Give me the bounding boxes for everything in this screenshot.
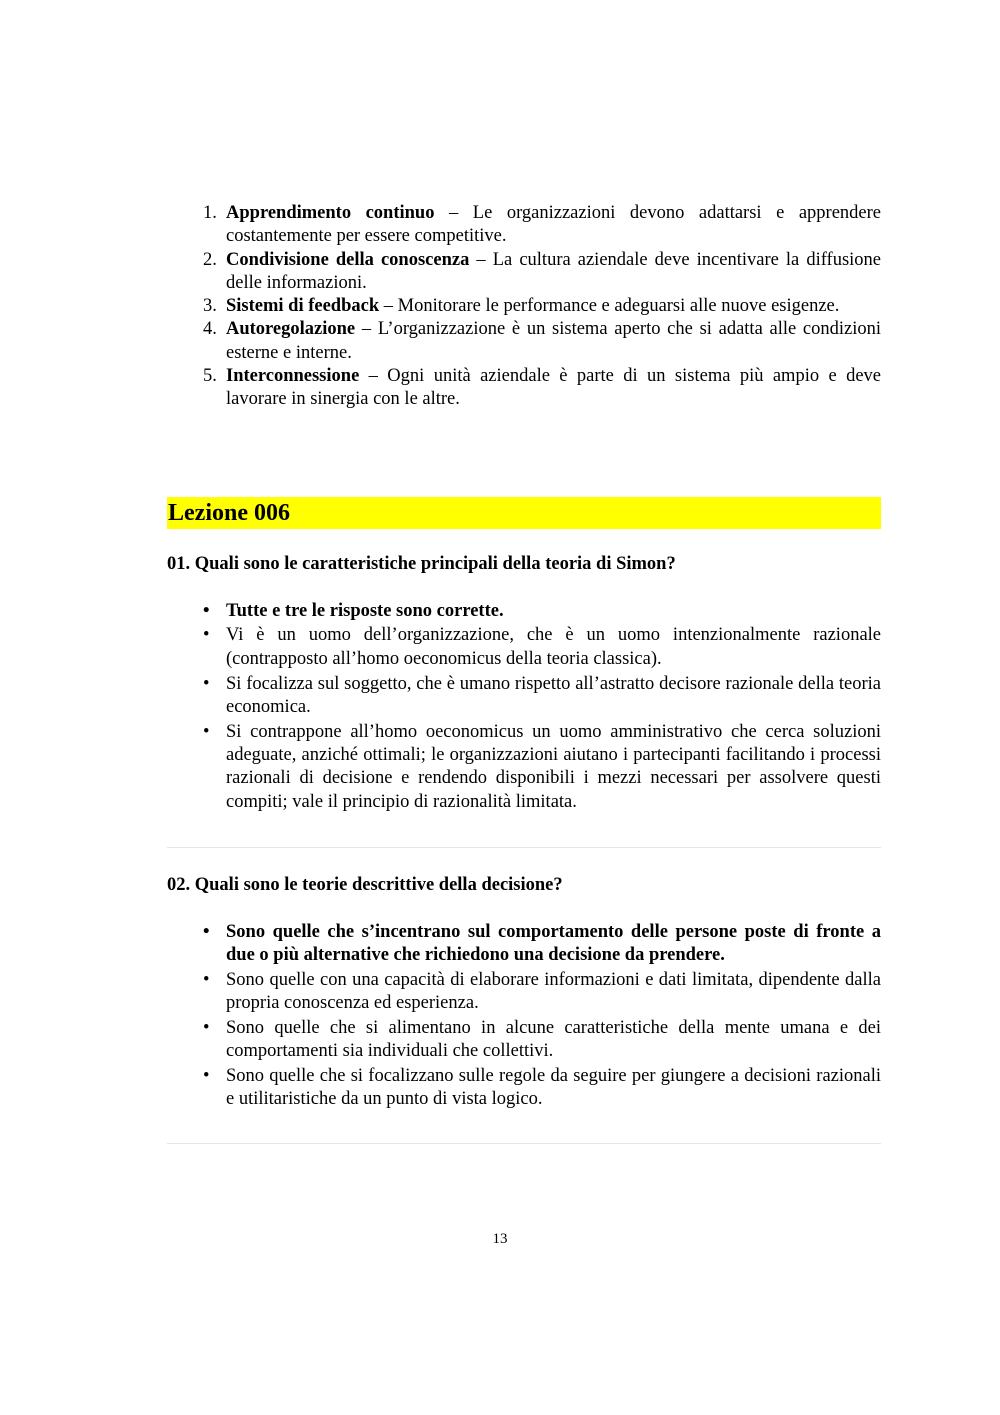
bullet-icon: • <box>203 625 210 646</box>
bullet-icon: • <box>203 921 210 942</box>
list-number: 4. <box>203 319 217 340</box>
list-term: Sistemi di feedback <box>226 296 380 317</box>
bullet-icon: • <box>203 1018 210 1039</box>
list-text: – Le organizzazioni devono adattarsi e apprendere costantemente per essere competitive. <box>226 203 881 247</box>
answer-item <box>167 624 881 671</box>
list-number: 2. <box>203 249 217 270</box>
answer-list <box>167 600 881 814</box>
question-title: 02. Quali sono le teorie descrittive della decisione? <box>167 874 563 895</box>
answer-list <box>167 921 881 1112</box>
list-term: Autoregolazione <box>226 319 356 340</box>
principles-list <box>167 202 881 412</box>
list-term: Interconnessione <box>226 366 360 387</box>
answer-item <box>167 673 881 720</box>
answer-item <box>167 1065 881 1112</box>
question-title: 01. Quali sono le caratteristiche principali della teoria di Simon? <box>167 553 676 574</box>
answer-item-correct <box>167 921 881 968</box>
list-text: – Ogni unità aziendale è parte di un sistema più ampio e deve lavorare in sinergia con le altre. <box>226 366 881 410</box>
answer-text: Sono quelle che si alimentano in alcune caratteristiche della mente umana e dei comportamenti sia individuali che collettivi. <box>226 1018 881 1062</box>
list-text: – L’organizzazione è un sistema aperto che si adatta alle condizioni esterne e interne. <box>226 319 881 363</box>
bullet-icon: • <box>203 721 210 742</box>
answer-item <box>167 1017 881 1064</box>
answer-text: Si contrappone all’homo oeconomicus un uomo amministrativo che cerca soluzioni adeguate, anziché ottimali; le organizzazioni aiutano i partecipanti facilitando i processi razionali di decisione e rendendo disponibili i mezzi necessari per assolvere questi compiti; vale il principio di razionalità limitata. <box>226 721 881 812</box>
list-item <box>167 365 881 412</box>
answer-text: Sono quelle che s’incentrano sul comportamento delle persone poste di fronte a due o più alternative che richiedono una decisione da prendere. <box>226 921 881 966</box>
bullet-icon: • <box>203 600 210 621</box>
answer-item <box>167 721 881 814</box>
answer-text: Tutte e tre le risposte sono corrette. <box>226 600 504 621</box>
list-number: 3. <box>203 296 217 317</box>
question-divider <box>167 847 881 848</box>
answer-text: Vi è un uomo dell’organizzazione, che è un uomo intenzionalmente razionale (contrapposto all’homo oeconomicus della teoria classica). <box>226 625 881 669</box>
page-number: 13 <box>492 1231 508 1247</box>
answer-item <box>167 969 881 1016</box>
bullet-icon: • <box>203 673 210 694</box>
list-item <box>167 318 881 365</box>
list-text: – La cultura aziendale deve incentivare la diffusione delle informazioni. <box>226 249 881 293</box>
list-text: – Monitorare le performance e adeguarsi alle nuove esigenze. <box>379 296 840 317</box>
answer-text: Sono quelle che si focalizzano sulle regole da seguire per giungere a decisioni razionali e utilitaristiche da un punto di vista logico. <box>226 1066 881 1110</box>
bullet-icon: • <box>203 969 210 990</box>
list-item <box>167 249 881 296</box>
list-item <box>167 202 881 249</box>
answer-text: Sono quelle con una capacità di elaborare informazioni e dati limitata, dipendente dalla propria conoscenza ed esperienza. <box>226 969 881 1014</box>
list-number: 5. <box>203 366 217 387</box>
answer-item-correct <box>167 600 881 623</box>
list-item <box>167 295 881 318</box>
lesson-heading: Lezione 006 <box>167 497 881 529</box>
list-number: 1. <box>203 203 217 223</box>
answer-text: Si focalizza sul soggetto, che è umano rispetto all’astratto decisore razionale della teoria economica. <box>226 673 881 717</box>
list-term: Apprendimento continuo <box>226 203 435 223</box>
page-content <box>167 202 881 1144</box>
bullet-icon: • <box>203 1066 210 1087</box>
list-term: Condivisione della conoscenza <box>226 249 470 270</box>
question-divider <box>167 1143 881 1144</box>
